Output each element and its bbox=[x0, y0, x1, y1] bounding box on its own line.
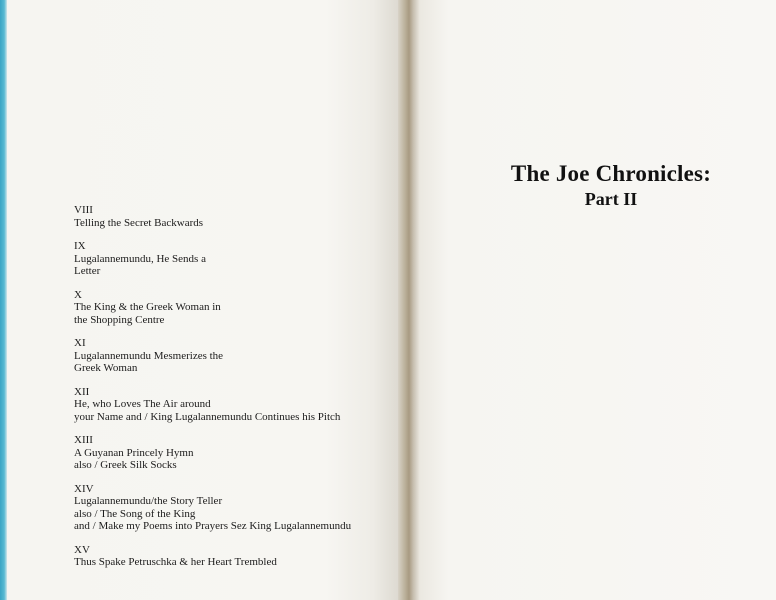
toc-entry bbox=[74, 434, 394, 472]
toc-title-line: Lugalannemundu/the Story Teller bbox=[74, 495, 223, 507]
toc-title-line: your Name and / King Lugalannemundu Continues his Pitch bbox=[74, 410, 341, 423]
left-page bbox=[7, 0, 405, 600]
toc-title-line: Lugalannemundu Mesmerizes the bbox=[74, 349, 224, 362]
toc-title-line: also / The Song of the King bbox=[74, 507, 196, 520]
toc-title-line: the Shopping Centre bbox=[74, 313, 165, 326]
book-edge bbox=[0, 0, 7, 600]
part-subtitle: Part II bbox=[584, 189, 638, 209]
toc-title-line: Lugalannemundu, He Sends a bbox=[74, 252, 206, 265]
toc-title-line: He, who Loves The Air around bbox=[74, 398, 211, 410]
toc-entry bbox=[74, 289, 394, 327]
toc-entry bbox=[74, 544, 394, 569]
part-heading bbox=[420, 160, 776, 210]
toc-numeral: IX bbox=[74, 240, 86, 252]
toc-numeral: XI bbox=[74, 337, 86, 349]
toc-title-line: The King & the Greek Woman in bbox=[74, 301, 221, 313]
right-page bbox=[420, 0, 776, 600]
toc-title-line: A Guyanan Princely Hymn bbox=[74, 446, 194, 459]
toc-title-line: also / Greek Silk Socks bbox=[74, 459, 177, 471]
toc-numeral: XV bbox=[74, 543, 90, 556]
table-of-contents bbox=[74, 204, 394, 580]
toc-numeral: XIII bbox=[74, 434, 93, 446]
toc-numeral: X bbox=[74, 288, 82, 301]
toc-title-line: Telling the Secret Backwards bbox=[74, 216, 204, 229]
toc-numeral: VIII bbox=[74, 204, 93, 216]
toc-title-line: Letter bbox=[74, 265, 101, 277]
toc-entry bbox=[74, 240, 394, 278]
part-title: The Joe Chronicles: bbox=[510, 161, 712, 186]
toc-entry bbox=[74, 337, 394, 375]
toc-entry bbox=[74, 386, 394, 424]
toc-numeral: XII bbox=[74, 385, 90, 398]
toc-title-line: and / Make my Poems into Prayers Sez King Lugalannemundu bbox=[74, 520, 352, 532]
toc-entry bbox=[74, 204, 394, 229]
toc-title-line: Greek Woman bbox=[74, 362, 138, 374]
toc-numeral: XIV bbox=[74, 482, 94, 495]
toc-entry bbox=[74, 483, 394, 533]
book-gutter bbox=[398, 0, 420, 600]
toc-title-line: Thus Spake Petruschka & her Heart Trembled bbox=[74, 556, 277, 568]
